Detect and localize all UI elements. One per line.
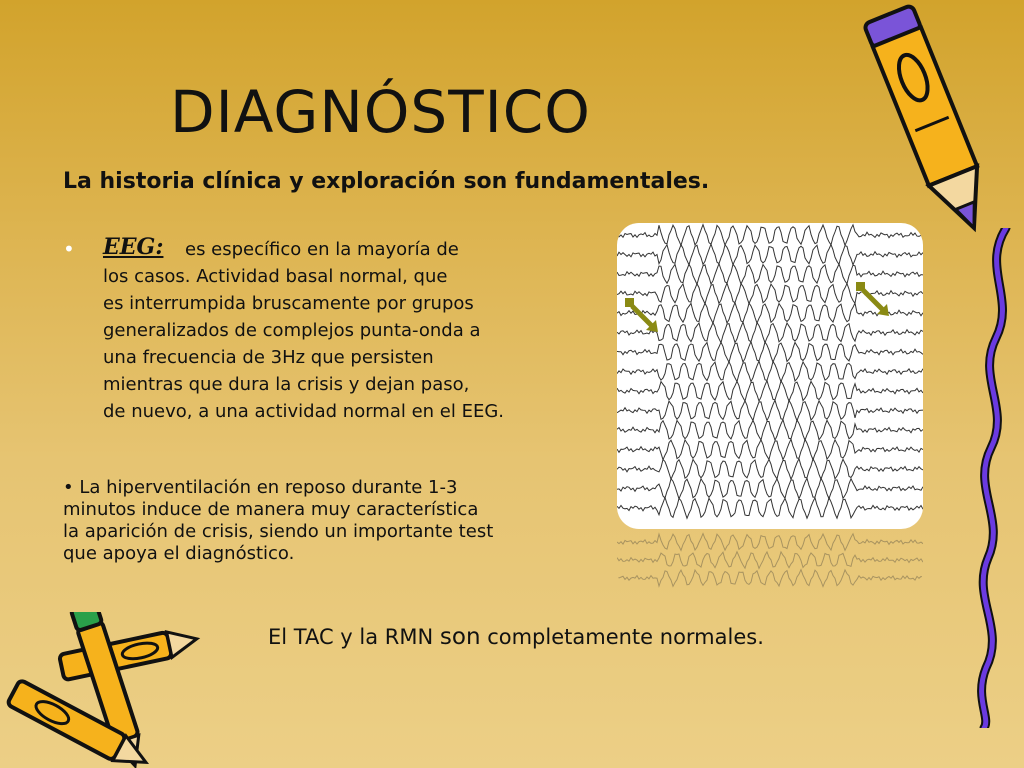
footer-son: son bbox=[439, 624, 481, 650]
eeg-trace-line bbox=[617, 244, 923, 265]
eeg-trace-line bbox=[617, 570, 923, 587]
eeg-text-line: de nuevo, a una actividad normal en el EEG. bbox=[103, 401, 504, 422]
footer-statement bbox=[268, 624, 764, 650]
eeg-trace-line bbox=[617, 361, 923, 382]
eeg-trace-line bbox=[617, 552, 923, 569]
footer-part1: El TAC y la RMN bbox=[268, 625, 440, 649]
eeg-trace-line bbox=[617, 498, 923, 519]
arrow-icon bbox=[622, 296, 662, 336]
eeg-trace-line bbox=[617, 439, 923, 460]
footer-part2: completamente normales. bbox=[480, 625, 764, 649]
eeg-text-line: los casos. Actividad basal normal, que bbox=[103, 266, 448, 287]
slide-subtitle: La historia clínica y exploración son fundamentales. bbox=[63, 169, 710, 194]
hyper-text-line: que apoya el diagnóstico. bbox=[63, 543, 295, 564]
hyper-text-line: • La hiperventilación en reposo durante 1-3 bbox=[63, 477, 458, 498]
eeg-trace-line bbox=[617, 420, 923, 441]
eeg-trace-line bbox=[617, 534, 923, 551]
wiggle-decoration bbox=[966, 228, 1024, 728]
eeg-trace-line bbox=[617, 478, 923, 499]
eeg-text-line: mientras que dura la crisis y dejan paso, bbox=[103, 374, 470, 395]
eeg-trace-line bbox=[617, 342, 923, 363]
eeg-trace-image bbox=[617, 223, 923, 529]
arrow-icon bbox=[853, 280, 893, 320]
eeg-reflection bbox=[617, 532, 923, 592]
eeg-trace-line bbox=[617, 400, 923, 421]
eeg-text-line: es interrumpida bruscamente por grupos bbox=[103, 293, 474, 314]
hyper-text-line: la aparición de crisis, siendo un importante test bbox=[63, 521, 494, 542]
eeg-text-line: es específico en la mayoría de bbox=[185, 239, 459, 260]
eeg-text-line: una frecuencia de 3Hz que persisten bbox=[103, 347, 434, 368]
eeg-trace-line bbox=[617, 381, 923, 402]
eeg-trace-line bbox=[617, 459, 923, 480]
bullet-icon: • bbox=[63, 237, 75, 261]
slide-title: DIAGNÓSTICO bbox=[170, 78, 591, 146]
eeg-label: EEG: bbox=[103, 234, 164, 260]
hyper-text-line: minutos induce de manera muy característica bbox=[63, 499, 479, 520]
eeg-trace-line bbox=[617, 322, 923, 343]
eeg-text-line: generalizados de complejos punta-onda a bbox=[103, 320, 481, 341]
pencil-icon bbox=[0, 612, 210, 768]
pencil-icon bbox=[862, 4, 1002, 244]
hyperventilation-block bbox=[63, 477, 583, 565]
